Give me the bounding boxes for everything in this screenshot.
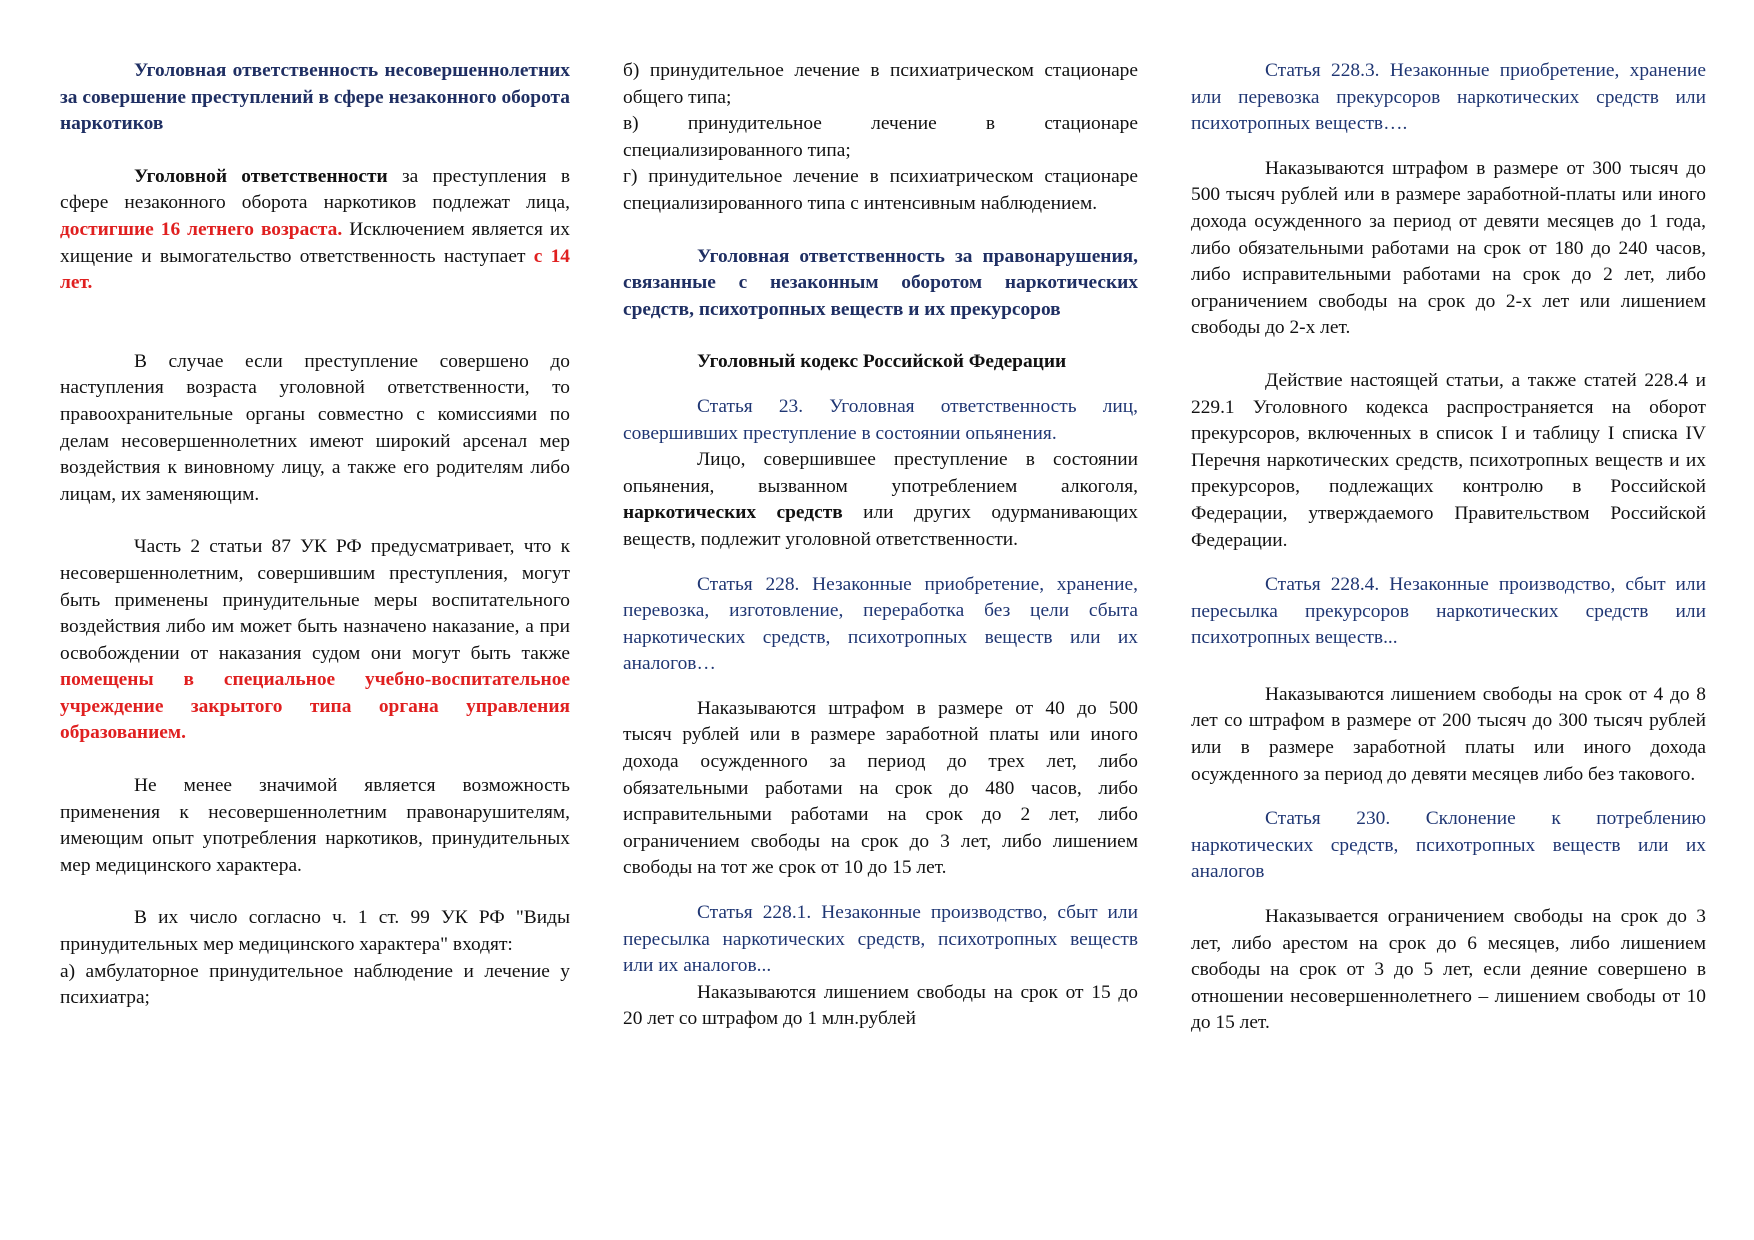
article-text: Наказываются штрафом в размере от 300 тысяч до 500 тысяч рублей или в размере заработной-платы или иного дохода осужденного за период от девяти месяцев до 1 года, либо обязательными работами на срок от 180 до 240 часов, либо исправительными работами на срок до 2 лет, либо ограничением свободы на срок до 2-х лет или лишением свободы до 2-х лет. (1191, 157, 1706, 339)
age-14-highlight: с 14 лет. (60, 245, 570, 294)
article-text: Наказываются лишением свободы на срок от 15 до 20 лет со штрафом до 1 млн.рублей (623, 981, 1138, 1030)
list-item: а) амбулаторное принудительное наблюдение и лечение у психиатра; (60, 960, 570, 1009)
bold-term: Уголовной ответственности (134, 165, 388, 187)
paragraph: Не менее значимой является возможность применения к несовершеннолетним правонарушителям, имеющим опыт употребления наркотиков, принудительных мер медицинского характера. (60, 775, 570, 876)
section-heading: Уголовная ответственность за правонарушения, связанные с незаконным оборотом наркотических средств, психотропных веществ и их прекурсоров (623, 245, 1138, 320)
article-title: Статья 228.1. Незаконные производство, сбыт или пересылка наркотических средств, психотропных веществ или их аналогов... (623, 902, 1138, 977)
section-heading: Уголовная ответственность несовершеннолетних за совершение преступлений в сфере незаконного оборота наркотиков (60, 60, 570, 135)
list-item: г) принудительное лечение в психиатрическом стационаре специализированного типа с интенсивным наблюдением. (623, 166, 1138, 214)
article-title: Статья 228.4. Незаконные производство, сбыт или пересылка прекурсоров наркотических средств или психотропных веществ... (1191, 574, 1706, 649)
note-paragraph: Действие настоящей статьи, а также статей 228.4 и 229.1 Уголовного кодекса распространяется на оборот прекурсоров, включенных в список I и таблицу I списка IV Перечня наркотических средств, психотропных веществ и их прекурсоров, подлежащих контролю в Российской Федерации, утверждаемого Правительством Российской Федерации. (1191, 369, 1706, 551)
article-text: Лицо, совершившее преступление в состоянии опьянения, вызванном употреблением алкоголя, наркотических средств или других одурманивающих веществ, подлежит уголовной ответственности. (623, 449, 1138, 550)
paragraph: В случае если преступление совершено до наступления возраста уголовной ответственности, то правоохранительные органы совместно с комиссиями по делам несовершеннолетних имеют широкий арсенал мер воздействия к виновному лицу, а также его родителям либо лицам, их заменяющим. (60, 350, 570, 505)
bold-term: наркотических средств (623, 502, 843, 524)
article-title: Статья 228. Незаконные приобретение, хранение, перевозка, изготовление, переработка без цели сбыта наркотических средств, психотропных веществ или их аналогов… (623, 573, 1138, 675)
age-paragraph: Уголовной ответственности за преступления в сфере незаконного оборота наркотиков подлежат лица, достигшие 16 летнего возраста. Исключением является их хищение и вымогательство ответственность наступает с 14 лет. (60, 165, 570, 294)
column-1 (60, 58, 570, 1012)
special-institution-highlight: помещены в специальное учебно-воспитательное учреждение закрытого типа органа управления образованием. (60, 669, 570, 744)
article-title: Статья 228.3. Незаконные приобретение, хранение или перевозка прекурсоров наркотических средств или психотропных веществ…. (1191, 60, 1706, 135)
article-title: Статья 23. Уголовная ответственность лиц, совершивших преступление в состоянии опьянения. (623, 395, 1138, 444)
column-2 (623, 58, 1138, 1033)
age-16-highlight: достигшие 16 летнего возраста. (60, 218, 343, 240)
code-title: Уголовный кодекс Российской Федерации (697, 351, 1067, 373)
paragraph: В их число согласно ч. 1 ст. 99 УК РФ "Виды принудительных мер медицинского характера" входят: (60, 907, 570, 956)
article-text: Наказывается ограничением свободы на срок до 3 лет, либо арестом на срок до 6 месяцев, либо лишением свободы на срок от 3 до 5 лет, если деяние совершено в отношении несовершеннолетнего – лишением свободы от 10 до 15 лет. (1191, 906, 1706, 1034)
list-item: в) принудительное лечение в стационаре специализированного типа; (623, 113, 1138, 161)
article-text: Наказываются лишением свободы на срок от 4 до 8 лет со штрафом в размере от 200 тысяч до 300 тысяч рублей или в размере заработной платы или иного дохода осужденного за период до девяти месяцев либо без такового. (1191, 683, 1706, 785)
list-item: б) принудительное лечение в психиатрическом стационаре общего типа; (623, 60, 1138, 108)
article-text: Наказываются штрафом в размере от 40 до 500 тысяч рублей или в размере заработной платы или иного дохода осужденного за период до трех лет, либо обязательными работами на срок до 480 часов, либо исправительными работами на срок до 2 лет, либо ограничением свободы на срок до 3 лет, либо лишением свободы на тот же срок от 10 до 15 лет. (623, 697, 1138, 879)
column-3 (1191, 58, 1706, 1037)
article-title: Статья 230. Склонение к потреблению наркотических средств, психотропных веществ или их аналогов (1191, 808, 1706, 883)
article-87-paragraph: Часть 2 статьи 87 УК РФ предусматривает, что к несовершеннолетним, совершившим преступления, могут быть применены принудительные меры воспитательного воздействия либо им может быть назначено наказание, а при освобождении от наказания судом они могут быть также помещены в специальное учебно-воспитательное учреждение закрытого типа органа управления образованием. (60, 536, 570, 744)
